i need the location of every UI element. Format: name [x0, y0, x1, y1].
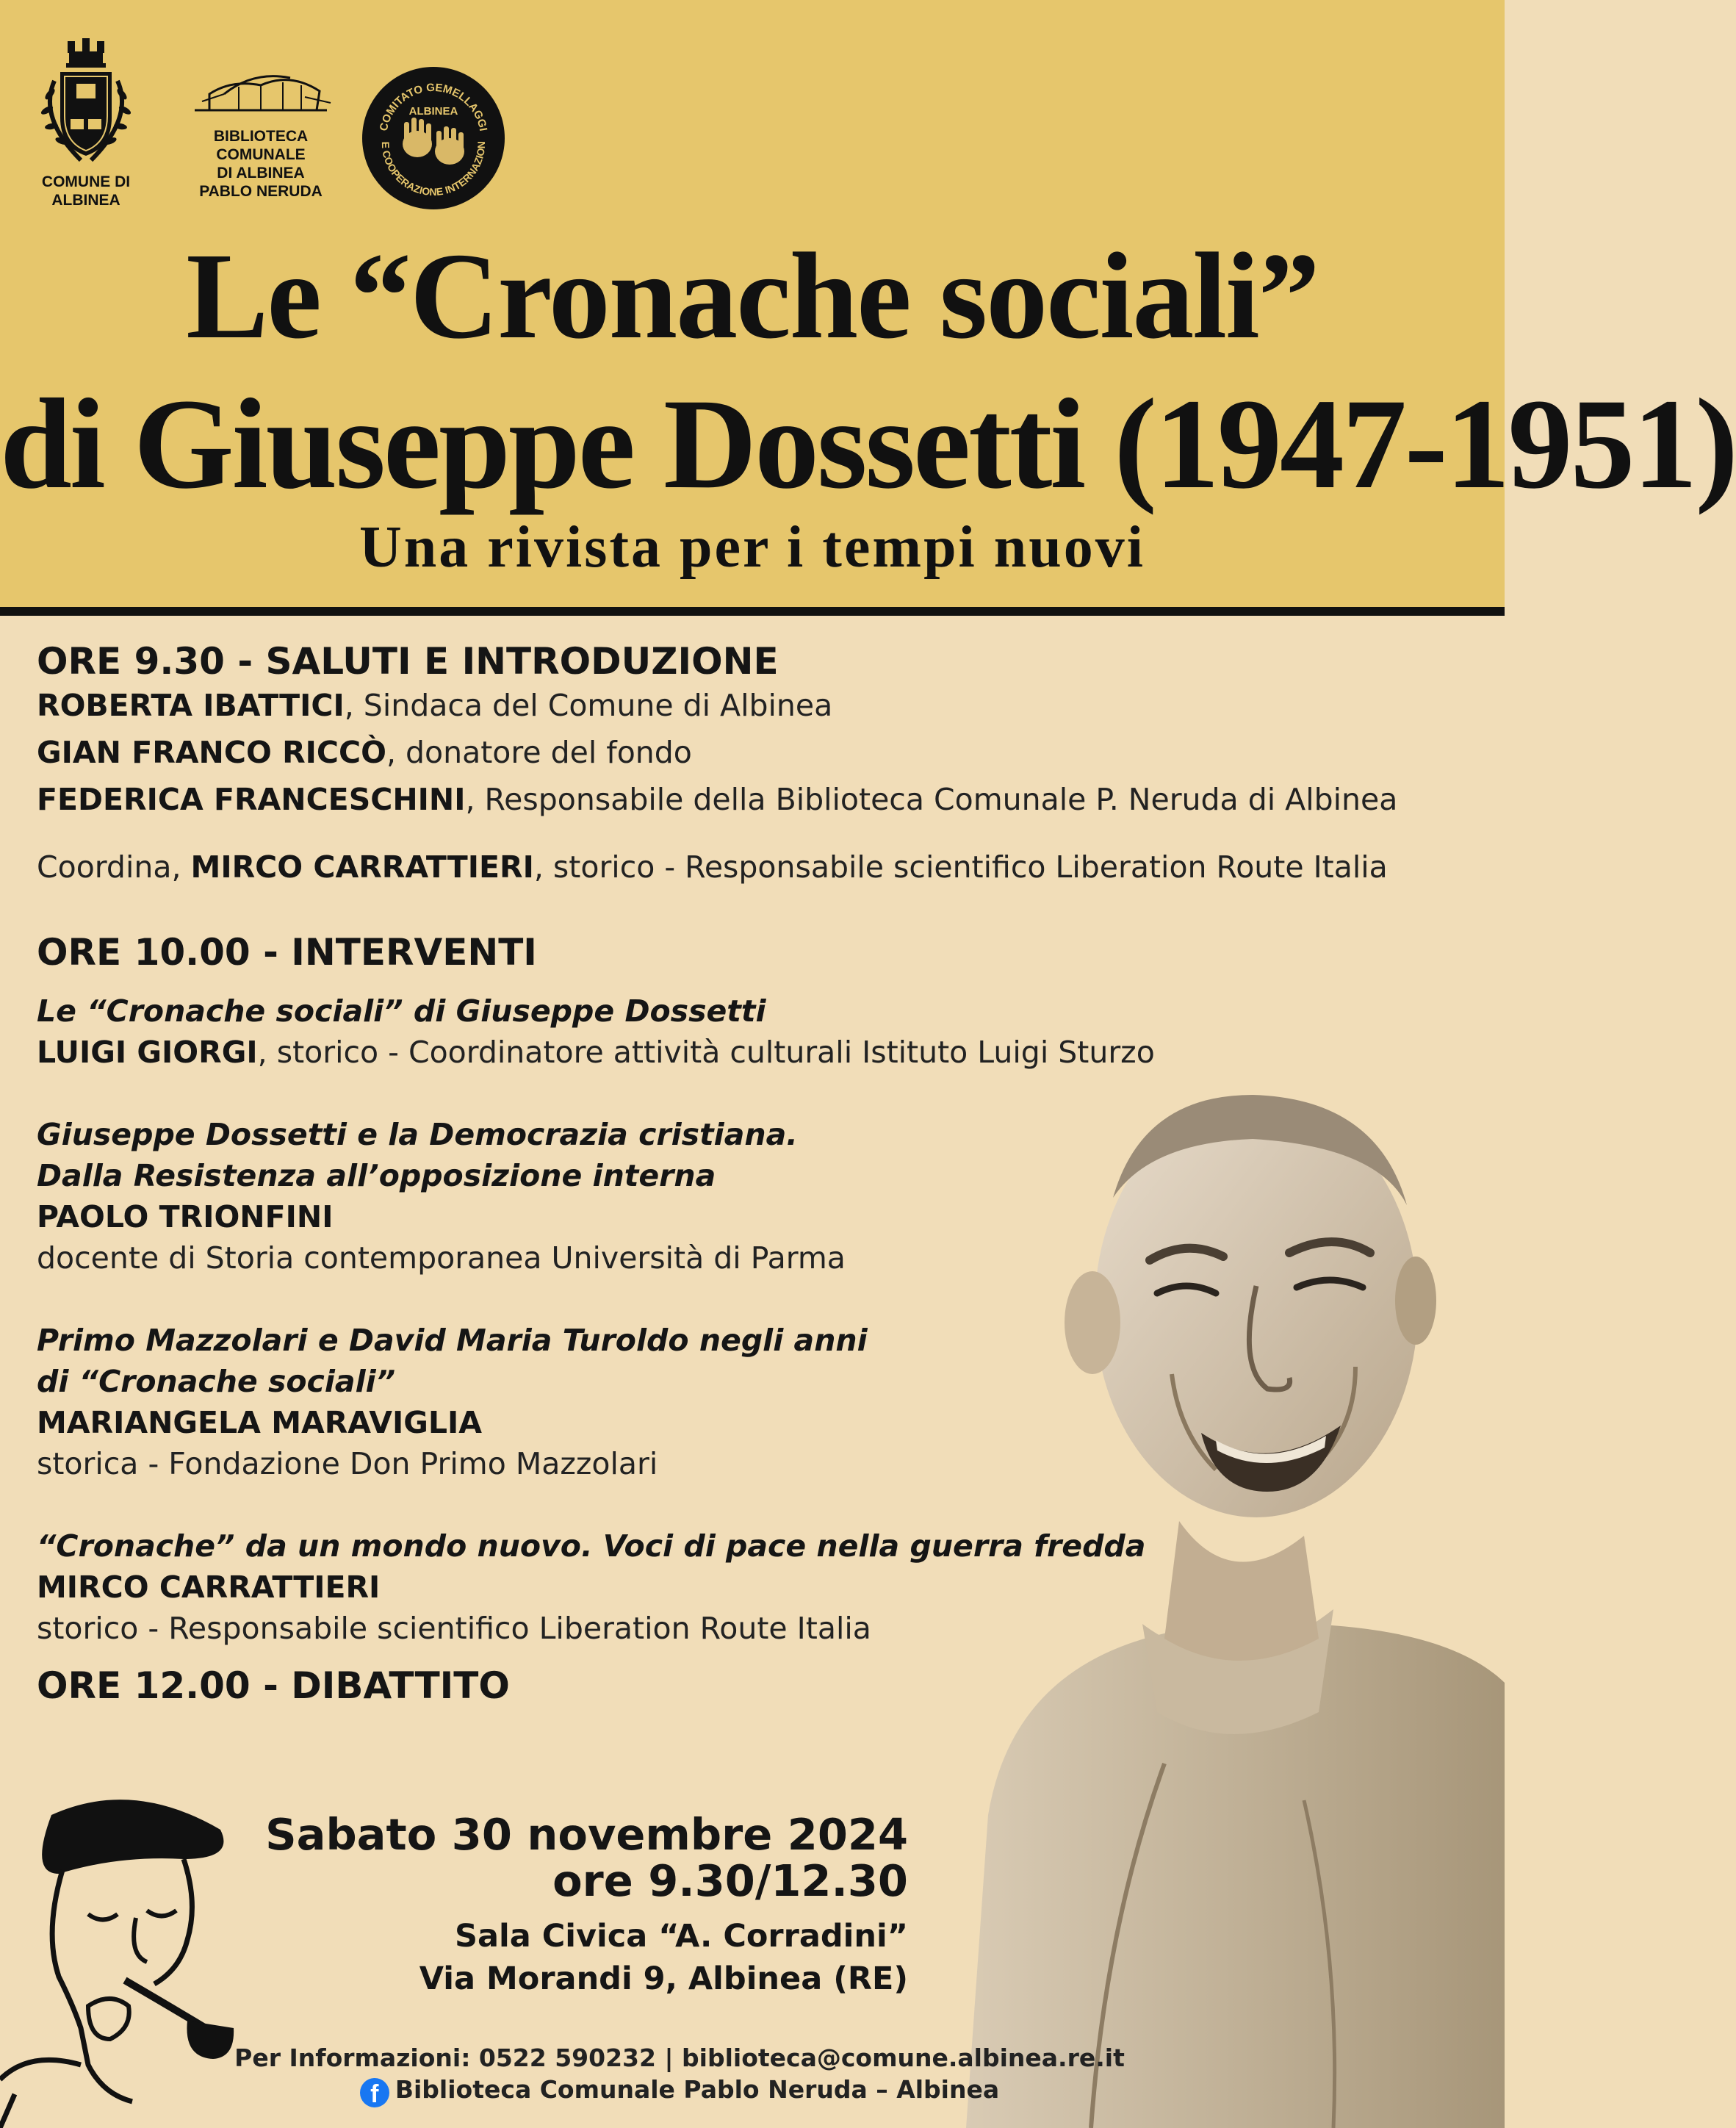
talk-item [37, 1320, 1433, 1484]
facebook-page [0, 2074, 1359, 2107]
talk-speaker-name: PAOLO TRIONFINI [37, 1199, 334, 1234]
svg-text:COMITATO GEMELLAGGI: COMITATO GEMELLAGGI [377, 81, 490, 132]
talk-title: “Cronache” da un mondo nuovo. Voci di pace nella guerra fredda [37, 1528, 1146, 1564]
biblioteca-logo [180, 65, 342, 201]
event-date: Sabato 30 novembre 2024 [265, 1809, 908, 1860]
facebook-page-label: Biblioteca Comunale Pablo Neruda – Albinea [395, 2075, 1000, 2104]
talk-item [37, 991, 1433, 1073]
section-heading-saluti: ORE 9.30 - SALUTI E INTRODUZIONE [37, 640, 779, 683]
talk-speaker-role: storica - Fondazione Don Primo Mazzolari [37, 1446, 658, 1481]
header-divider [0, 607, 1505, 616]
talk-speaker-role: storico - Responsabile scientifico Liberation Route Italia [37, 1611, 871, 1646]
moderator-role: , storico - Responsabile scientifico Liberation Route Italia [533, 849, 1388, 885]
program [37, 638, 1433, 1709]
speaker-role: , donatore del fondo [386, 735, 692, 770]
speaker-line [37, 685, 1433, 726]
event-info [265, 1809, 908, 2000]
coat-of-arms-icon [9, 37, 163, 169]
comitato-seal-icon [360, 65, 507, 212]
title-line-1: Le “Cronache sociali” [186, 228, 1319, 364]
talk-title: Primo Mazzolari e David Maria Turoldo negli anni [37, 1323, 868, 1358]
talk-item [37, 1525, 1433, 1649]
moderator-line [37, 846, 1433, 888]
facebook-icon: f [360, 2078, 389, 2107]
speaker-role: , Sindaca del Comune di Albinea [344, 688, 833, 723]
biblioteca-logo-caption: BIBLIOTECA COMUNALE DI ALBINEA PABLO NERUDA [199, 128, 323, 200]
comune-albinea-logo [9, 37, 163, 209]
comune-logo-caption: COMUNE DI ALBINEA [41, 173, 131, 209]
speaker-role: , Responsabile della Biblioteca Comunale P. Neruda di Albinea [465, 782, 1398, 817]
event-address: Via Morandi 9, Albinea (RE) [419, 1960, 908, 1997]
svg-text:PACE COOPERAZIONE INTERNAZIONA: E COOPERAZIONE INTERNAZION [379, 140, 488, 198]
moderator-name: MIRCO CARRATTIERI [190, 849, 534, 885]
talk-speaker-name: MIRCO CARRATTIERI [37, 1570, 381, 1605]
talk-item [37, 1114, 1433, 1279]
section-heading-dibattito: ORE 12.00 - DIBATTITO [37, 1664, 510, 1707]
talk-title: Le “Cronache sociali” di Giuseppe Dossetti [37, 993, 766, 1029]
moderator-prefix: Coordina, [37, 849, 191, 885]
talk-title-cont: di “Cronache sociali” [37, 1364, 396, 1399]
talk-speaker-name: LUIGI GIORGI [37, 1035, 258, 1070]
speaker-name: ROBERTA IBATTICI [37, 688, 345, 723]
talk-title-cont: Dalla Resistenza all’opposizione interna [37, 1158, 716, 1193]
speaker-line [37, 779, 1433, 820]
talk-speaker [37, 1032, 1433, 1073]
speaker-line [37, 732, 1433, 773]
contact-info: Per Informazioni: 0522 590232 | biblioteca@comune.albinea.re.it [234, 2043, 1125, 2072]
talk-title: Giuseppe Dossetti e la Democrazia cristiana. [37, 1117, 798, 1152]
event-venue: Sala Civica “A. Corradini” [454, 1918, 908, 1955]
comitato-gemellaggi-logo [360, 65, 507, 212]
event-hours: ore 9.30/12.30 [552, 1855, 908, 1906]
speaker-name: FEDERICA FRANCESCHINI [37, 782, 466, 817]
svg-text:ALBINEA: ALBINEA [408, 105, 458, 118]
section-heading-interventi: ORE 10.00 - INTERVENTI [37, 931, 537, 974]
speaker-name: GIAN FRANCO RICCÒ [37, 735, 386, 770]
subtitle: Una rivista per i tempi nuovi [359, 515, 1145, 580]
talk-speaker-name: MARIANGELA MARAVIGLIA [37, 1405, 482, 1440]
talk-speaker-role: , storico - Coordinatore attività culturali Istituto Luigi Sturzo [257, 1035, 1155, 1070]
talk-speaker-role: docente di Storia contemporanea Università di Parma [37, 1240, 846, 1276]
title-line-2: di Giuseppe Dossetti (1947-1951) [0, 373, 1736, 516]
library-building-icon [180, 65, 342, 123]
